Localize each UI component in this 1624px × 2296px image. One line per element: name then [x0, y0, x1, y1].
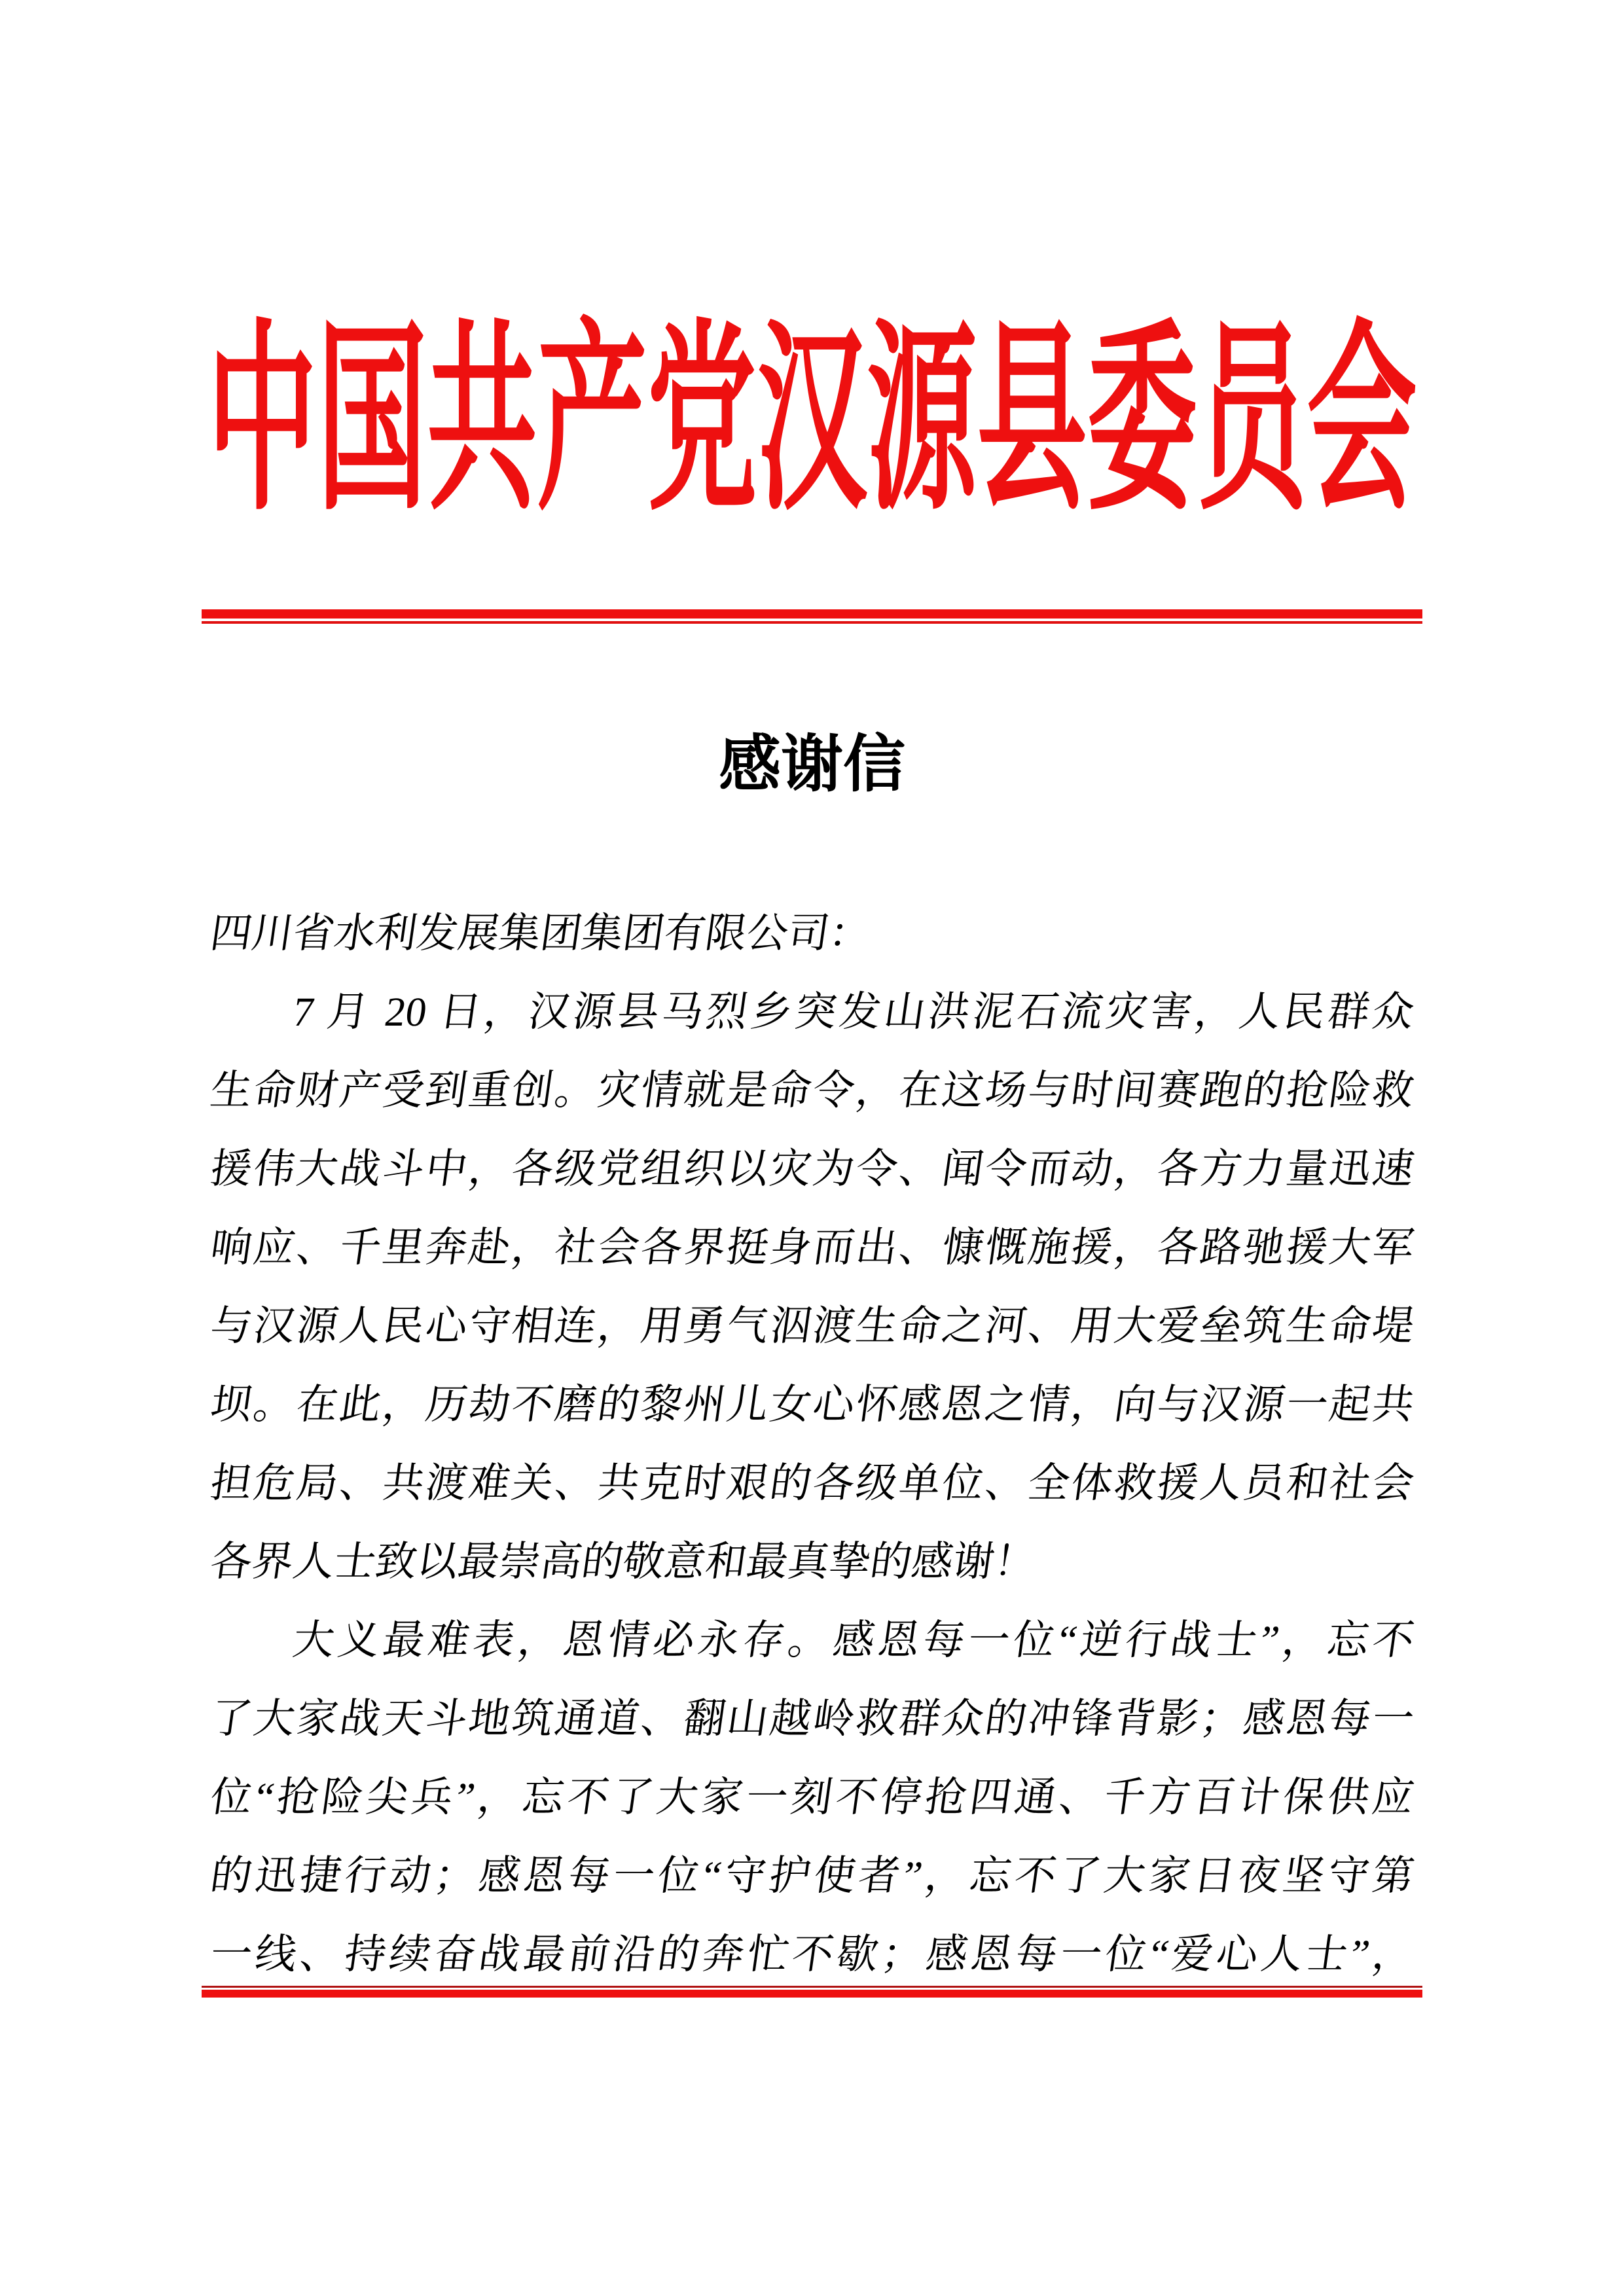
- body-line: 大义最难表，恩情必永存。感恩每一位“逆行战士”，忘不: [290, 1617, 1417, 1663]
- letter-body: [208, 894, 1417, 1994]
- body-line: 位“抢险尖兵”，忘不了大家一刻不停抢四通、千方百计保供应: [208, 1774, 1417, 1820]
- body-line: 坝。在此，历劫不磨的黎州儿女心怀感恩之情，向与汉源一起共: [208, 1382, 1417, 1427]
- body-line: 7 月 20 日，汉源县马烈乡突发山洪泥石流灾害，人民群众: [290, 989, 1417, 1035]
- footer-rule-thick: [202, 1990, 1422, 1998]
- body-line: 的迅捷行动；感恩每一位“守护使者”，忘不了大家日夜坚守第: [208, 1853, 1417, 1899]
- letterhead-rule-thin: [202, 621, 1422, 624]
- body-line: 援伟大战斗中，各级党组织以灾为令、闻令而动，各方力量迅速: [208, 1146, 1417, 1192]
- footer-rule-thin: [202, 1986, 1422, 1988]
- body-line: 一线、持续奋战最前沿的奔忙不歇；感恩每一位“爱心人士”，: [208, 1931, 1417, 1977]
- letterhead-rule-thick: [202, 609, 1422, 619]
- document-title: 感谢信: [718, 730, 905, 799]
- body-line: 响应、千里奔赴，社会各界挺身而出、慷慨施援，各路驰援大军: [208, 1225, 1417, 1270]
- salutation-line: 四川省水利发展集团集团有限公司：: [208, 910, 874, 956]
- body-line: 各界人士致以最崇高的敬意和最真挚的感谢！: [208, 1539, 1039, 1585]
- letterhead-title: 中国共产党汉源县委员会: [207, 309, 1417, 535]
- body-line: 担危局、共渡难关、共克时艰的各级单位、全体救援人员和社会: [208, 1460, 1417, 1506]
- body-line: 与汉源人民心守相连，用勇气泅渡生命之河、用大爱垒筑生命堤: [208, 1303, 1417, 1349]
- body-line: 了大家战天斗地筑通道、翻山越岭救群众的冲锋背影；感恩每一: [208, 1696, 1417, 1742]
- body-line: 生命财产受到重创。灾情就是命令，在这场与时间赛跑的抢险救: [208, 1067, 1417, 1113]
